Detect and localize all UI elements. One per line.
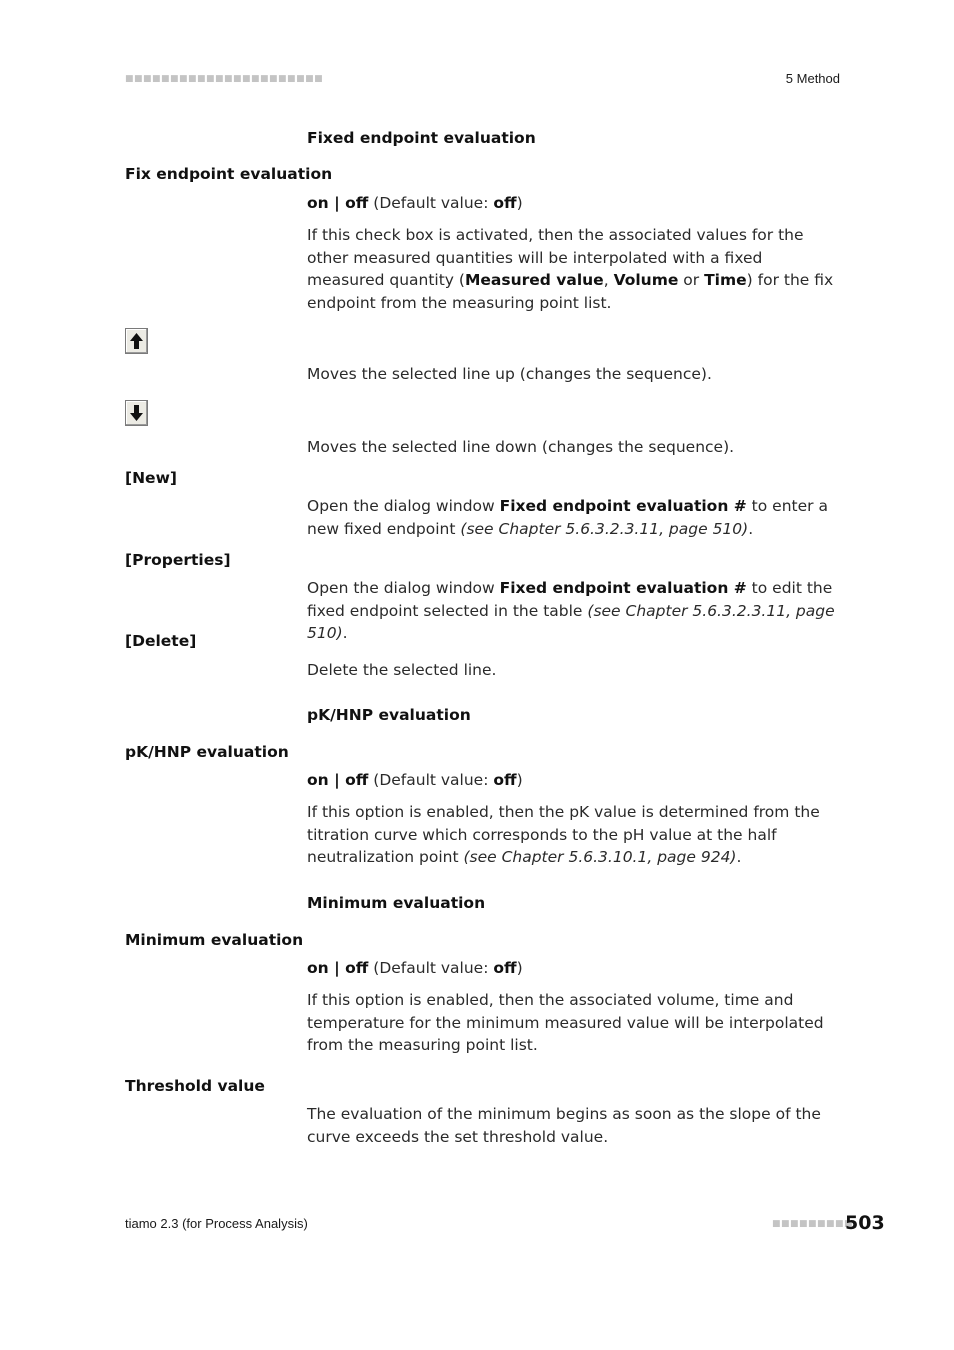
term-minimum-evaluation: Minimum evaluation xyxy=(125,931,304,949)
on-off-values: on | off xyxy=(307,959,369,977)
minimum-value-range xyxy=(307,957,841,980)
section-title-fixed-endpoint: Fixed endpoint evaluation xyxy=(307,129,536,147)
move-down-button[interactable] xyxy=(125,400,148,426)
chapter-reference-link[interactable]: (see Chapter 5.6.3.2.3.11, page 510) xyxy=(307,601,835,642)
default-value: off xyxy=(493,194,517,212)
properties-description xyxy=(307,577,841,645)
dialog-name: Fixed endpoint evaluation # xyxy=(499,579,747,597)
section-title-pk-hnp: pK/HNP evaluation xyxy=(307,706,471,724)
section-title-minimum: Minimum evaluation xyxy=(307,894,486,912)
desc-text: If this check box is activated, then the associated values for the other measured quantities will be interpolated with a fixed measured quantity ( xyxy=(307,226,804,289)
fix-endpoint-description xyxy=(307,224,841,314)
delete-button-label: [Delete] xyxy=(125,632,197,650)
new-button-label: [New] xyxy=(125,469,177,487)
header-decoration: ■■■■■■■■■■■■■■■■■■■■■■ xyxy=(125,74,324,84)
move-down-description: Moves the selected line down (changes the sequence). xyxy=(307,438,735,456)
minimum-description: If this option is enabled, then the associated volume, time and temperature for the minimum measured value will be interpolated from the measuring point list. xyxy=(307,991,824,1054)
pk-hnp-description xyxy=(307,801,841,869)
default-prefix: (Default value: xyxy=(368,194,494,212)
arrow-down-icon xyxy=(129,404,144,422)
footer-decoration: ■■■■■■■■■ xyxy=(772,1219,854,1229)
time-term: Time xyxy=(704,271,747,289)
chapter-header: 5 Method xyxy=(785,71,840,86)
pk-hnp-value-range xyxy=(307,769,841,792)
move-up-description: Moves the selected line up (changes the sequence). xyxy=(307,365,712,383)
desc-text: or xyxy=(678,271,705,289)
term-pk-hnp-evaluation: pK/HNP evaluation xyxy=(125,743,289,761)
desc-text: . xyxy=(342,624,348,642)
on-off-values: on | off xyxy=(307,194,369,212)
desc-text: . xyxy=(748,519,754,538)
desc-text: to enter a new fixed endpoint xyxy=(307,497,828,538)
default-suffix: ) xyxy=(516,959,523,977)
footer-product-name: tiamo 2.3 (for Process Analysis) xyxy=(125,1216,308,1231)
chapter-reference-link[interactable]: (see Chapter 5.6.3.10.1, page 924) xyxy=(463,848,737,866)
desc-text: If this option is enabled, then the pK value is determined from the titration curve which corresponds to the pH value at the half neutralization point xyxy=(307,803,820,866)
page-number: 503 xyxy=(845,1212,885,1234)
term-fix-endpoint-evaluation: Fix endpoint evaluation xyxy=(125,165,333,183)
fix-endpoint-value-range xyxy=(307,192,841,215)
default-value: off xyxy=(493,959,517,977)
new-description xyxy=(307,495,841,540)
default-suffix: ) xyxy=(516,771,523,789)
desc-text: , xyxy=(603,271,614,289)
measured-value-term: Measured value xyxy=(464,271,604,289)
default-prefix: (Default value: xyxy=(368,771,494,789)
on-off-values: on | off xyxy=(307,771,369,789)
default-value: off xyxy=(493,771,517,789)
desc-text: Open the dialog window xyxy=(307,579,500,597)
desc-text: ) for the fix endpoint from the measuring point list. xyxy=(307,271,834,312)
chapter-reference-link[interactable]: (see Chapter 5.6.3.2.3.11, page 510) xyxy=(460,519,749,538)
properties-button-label: [Properties] xyxy=(125,551,231,569)
arrow-up-icon xyxy=(129,332,144,350)
delete-description: Delete the selected line. xyxy=(307,661,497,679)
dialog-name: Fixed endpoint evaluation # xyxy=(499,497,747,515)
term-threshold-value: Threshold value xyxy=(125,1077,265,1095)
desc-text: Open the dialog window xyxy=(307,497,500,515)
default-prefix: (Default value: xyxy=(368,959,494,977)
threshold-description: The evaluation of the minimum begins as soon as the slope of the curve exceeds the set threshold value. xyxy=(307,1105,821,1146)
default-suffix: ) xyxy=(516,194,523,212)
desc-text: to edit the fixed endpoint selected in the table xyxy=(307,579,833,620)
volume-term: Volume xyxy=(613,271,679,289)
move-up-button[interactable] xyxy=(125,328,148,354)
desc-text: . xyxy=(736,848,742,866)
